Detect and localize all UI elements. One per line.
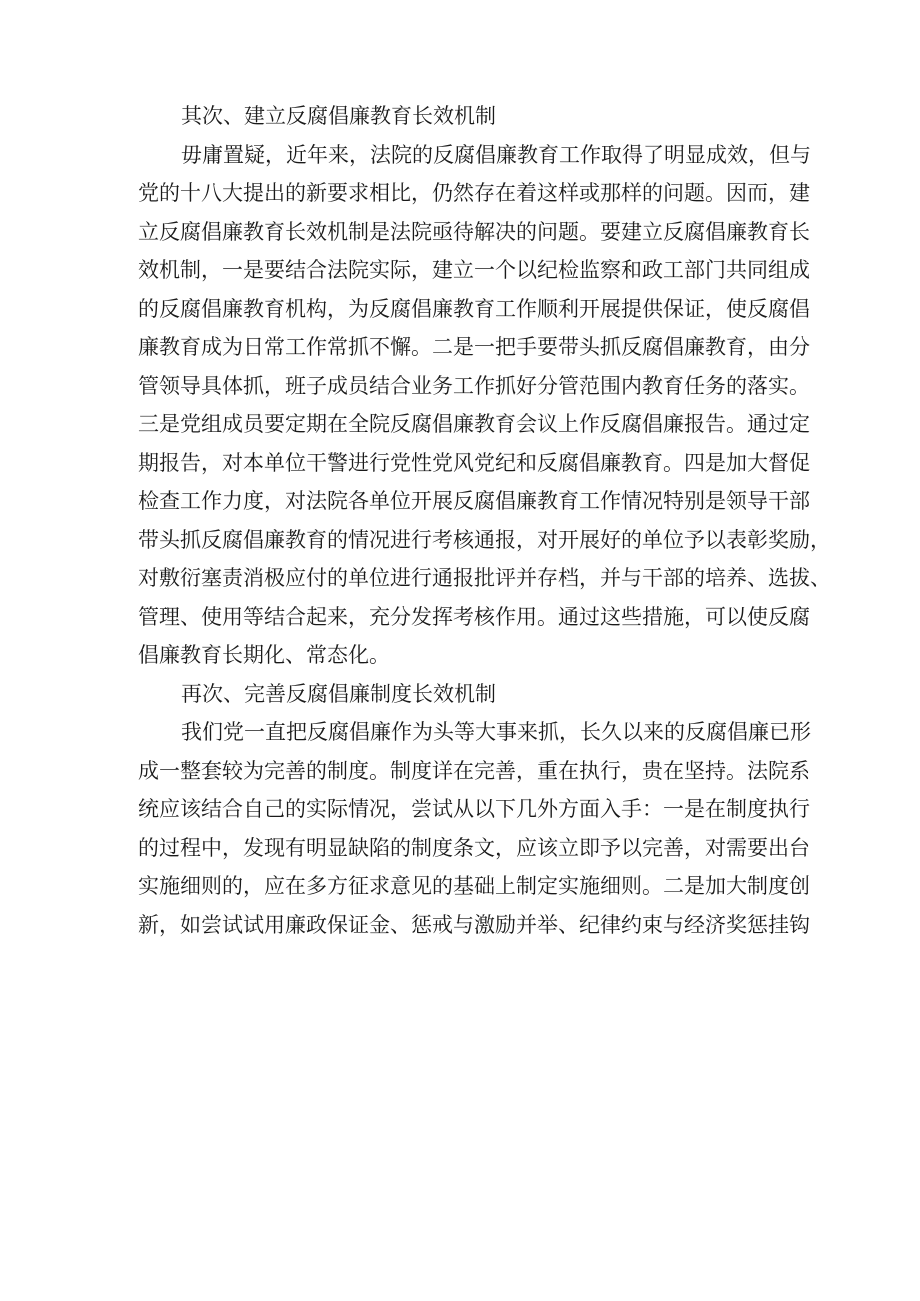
paragraph-line: 倡廉教育长期化、常态化。 [138, 643, 390, 667]
section-heading-2: 其次、建立反腐倡廉教育长效机制 [181, 104, 496, 128]
paragraph-line: 毋庸置疑，近年来，法院的反腐倡廉教育工作取得了明显成效，但与 [181, 142, 811, 167]
paragraph-line: 三是党组成员要定期在全院反腐倡廉教育会议上作反腐倡廉报告。通过定 [138, 412, 810, 436]
section-2-paragraph [138, 136, 831, 675]
paragraph-line: 带头抓反腐倡廉教育的情况进行考核通报，对开展好的单位予以表彰奖励， [138, 527, 831, 552]
paragraph-line: 立反腐倡廉教育长效机制是法院亟待解决的问题。要建立反腐倡廉教育长 [138, 219, 810, 244]
paragraph-line: 管领导具体抓，班子成员结合业务工作抓好分管范围内教育任务的落实。 [138, 373, 810, 398]
paragraph-line: 成一整套较为完善的制度。制度详在完善，重在执行，贵在坚持。法院系 [138, 758, 810, 783]
paragraph-line: 我们党一直把反腐倡廉作为头等大事来抓，长久以来的反腐倡廉已形 [181, 720, 811, 744]
paragraph-line: 党的十八大提出的新要求相比，仍然存在着这样或那样的问题。因而，建 [138, 181, 810, 205]
paragraph-line: 效机制，一是要结合法院实际，建立一个以纪检监察和政工部门共同组成 [138, 258, 810, 282]
document-body [138, 97, 831, 944]
paragraph-line: 新，如尝试试用廉政保证金、惩戒与激励并举、纪律约束与经济奖惩挂钩 [138, 912, 810, 937]
paragraph-line: 检查工作力度，对法院各单位开展反腐倡廉教育工作情况特别是领导干部 [138, 489, 810, 513]
paragraph-line: 的过程中，发现有明显缺陷的制度条文，应该立即予以完善，对需要出台 [138, 835, 810, 860]
paragraph-line: 统应该结合自己的实际情况，尝试从以下几外方面入手：一是在制度执行 [138, 797, 810, 821]
paragraph-line: 管理、使用等结合起来，充分发挥考核作用。通过这些措施，可以使反腐 [138, 604, 810, 629]
section-3-paragraph [138, 713, 811, 944]
paragraph-line: 实施细则的，应在多方征求意见的基础上制定实施细则。二是加大制度创 [138, 874, 810, 898]
paragraph-line: 期报告，对本单位干警进行党性党风党纪和反腐倡廉教育。四是加大督促 [138, 450, 810, 475]
paragraph-line: 的反腐倡廉教育机构，为反腐倡廉教育工作顺利开展提供保证，使反腐倡 [138, 296, 810, 321]
paragraph-line: 廉教育成为日常工作常抓不懈。二是一把手要带头抓反腐倡廉教育，由分 [138, 335, 810, 359]
paragraph-line: 对敷衍塞责消极应付的单位进行通报批评并存档，并与干部的培养、选拔、 [138, 566, 831, 590]
section-heading-3: 再次、完善反腐倡廉制度长效机制 [181, 681, 496, 706]
